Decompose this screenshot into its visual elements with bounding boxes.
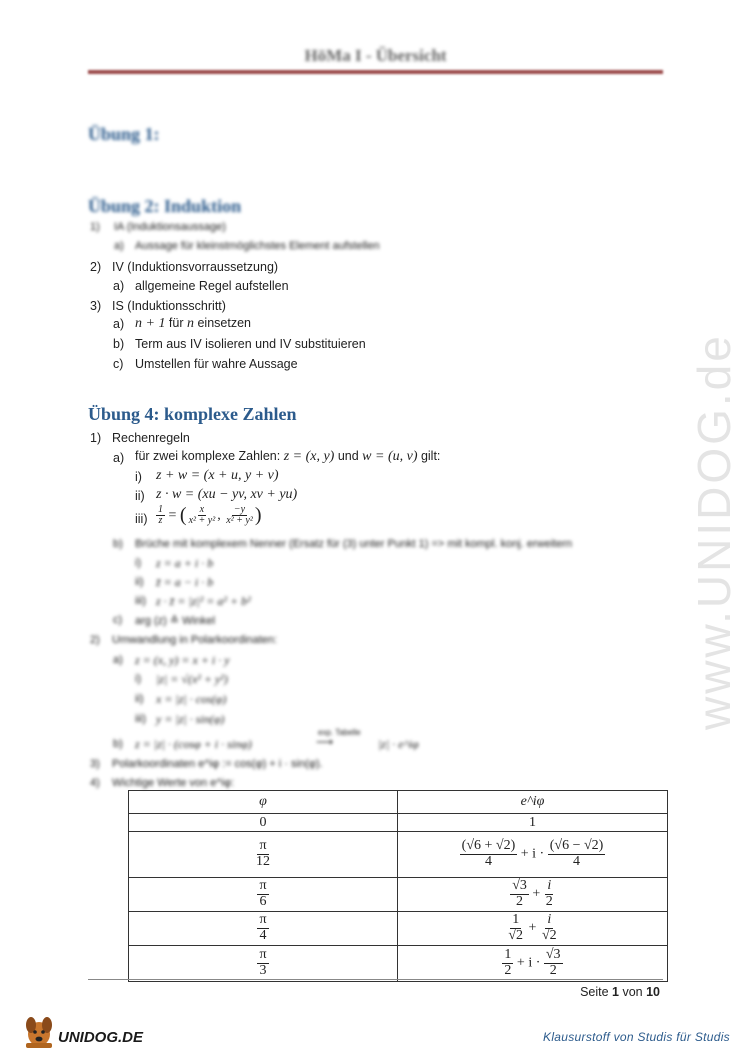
values-table [128,790,668,982]
formula: z · z̄ = |z|² = a² + b² [156,594,251,608]
table-header-row [129,791,668,814]
formula: z = (x, y) = x + i · y [135,653,230,667]
tagline: Klausurstoff von Studis für Studis [543,1030,730,1044]
list-number: c) [113,357,124,371]
list-number: 3) [90,299,102,313]
list-item-text: IS (Induktionsschritt) [112,299,226,313]
text-fragment: einsetzen [194,316,251,330]
list-number: a) [113,451,125,465]
math-w-def: w = (u, v) [362,449,418,464]
list-number: 1) [90,221,100,233]
table-row [129,814,668,832]
column-header-phi: φ [129,791,398,814]
list-number: iii) [135,512,148,526]
list-number: b) [113,538,123,550]
list-number: a) [113,279,125,293]
table-cell-phi: $\frac{\pi}{3}$ [129,946,398,982]
list-item-text: allgemeine Regel aufstellen [135,279,289,293]
table-cell-value: 1 [398,814,668,832]
formula-multiplication: z · w = (xu − yv, xv + yu) [156,487,298,502]
list-item-text: Umstellen für wahre Aussage [135,357,298,371]
arrow-icon: ⟶ [316,735,334,749]
header-rule [88,70,663,74]
table-row [129,832,668,878]
column-header-exp: e^iφ [398,791,668,814]
arrow-label: exp. Tabelle [318,728,361,737]
watermark [640,280,750,760]
fraction: $\frac{-y}{\text{x² + y²}}$ [226,503,253,526]
formula: x = |z| · cos(φ) [156,692,227,706]
table-cell-value: $\frac{1}{2}$ + i · $\frac{√3}{2}$ [398,946,668,982]
math-n-plus-1: n + 1 [135,316,166,331]
list-item-text [135,316,251,332]
text-fragment: und [334,449,363,463]
table-cell-value: $\frac{1}{√2}$ + $\frac{i}{√2}$ [398,912,668,946]
list-number: i) [135,470,142,484]
math-z-def: z = (x, y) [283,449,335,464]
table-cell-phi: $\frac{\pi}{12}$ [129,832,398,878]
list-item-text: Brüche mit komplexem Nenner (Ersatz für (3) unter Punkt 1) => mit kompl. konj. erweitern [135,538,573,550]
fraction: $\frac{1}{z}$ [158,503,163,526]
formula: |z| = √(x² + y²) [156,672,228,686]
list-number: b) [113,337,125,351]
unidog-logo [22,1012,157,1052]
list-number: c) [113,614,123,626]
math-n: n [187,316,194,331]
list-number: 2) [90,634,100,646]
list-item-text: Umwandlung in Polarkoordinaten: [112,634,278,646]
section-title-ubung1: Übung 1: [88,124,160,144]
section-title-ubung2: Übung 2: Induktion [88,196,242,216]
watermark-text: www.UNIDOG.de [688,333,740,730]
list-item-text: arg (z) ≙ Winkel [135,615,216,627]
list-number: iii) [135,713,146,725]
list-number: ii) [135,576,144,588]
list-item-text: Wichtige Werte von e^iφ: [112,777,235,789]
list-number: ii) [135,489,145,503]
list-number: i) [135,673,142,685]
table-row [129,946,668,982]
text-fragment: für zwei komplexe Zahlen: [135,449,284,463]
list-number: i) [135,557,142,569]
list-number: iii) [135,595,146,607]
list-item-text: Term aus IV isolieren und IV substituieren [135,337,366,351]
table-cell-value: $\frac{√3}{2}$ + $\frac{i}{2}$ [398,878,668,912]
formula: z = a + i · b [156,556,214,570]
dog-icon [26,1017,52,1048]
list-item-text: Polarkoordinaten e^iφ := cos(φ) + i · sin(φ). [112,758,323,770]
table-row [129,878,668,912]
list-number: a) [113,654,123,666]
list-item-text: IA (Induktionsaussage) [114,221,226,233]
list-item-text: Aussage für kleinstmöglichstes Element aufstellen [135,240,380,252]
formula-reciprocal: $\frac{1}{z}$ = ( $\frac{x}{\text{x² + y²}}$ , $\frac{-y}{\text{x² + y²}}$ ) [158,503,262,526]
logo-text: UNIDOG.DE [58,1029,144,1046]
list-number: a) [113,317,125,331]
page-number: Seite 1 von 10 [580,985,660,999]
footer-rule [88,979,663,980]
table-cell-phi: $\frac{\pi}{4}$ [129,912,398,946]
list-item-text: Rechenregeln [112,431,190,445]
text-fragment: gilt: [417,449,441,463]
table-cell-phi: $\frac{\pi}{6}$ [129,878,398,912]
list-number: 3) [90,758,100,770]
formula: z = |z| · (cosφ + i · sinφ) [135,737,252,751]
fraction: $\frac{x}{\text{x² + y²}}$ [188,503,216,526]
list-number: 1) [90,431,102,445]
list-number: 2) [90,260,102,274]
list-number: b) [113,738,123,750]
text-fragment: für [165,316,187,330]
list-item-text: IV (Induktionsvorraussetzung) [112,260,279,274]
table-row [129,912,668,946]
formula: z̄ = a − i · b [156,575,214,589]
list-number: 4) [90,777,100,789]
section-title-ubung4: Übung 4: komplexe Zahlen [88,404,297,424]
table-cell-value: $\frac{(√6 + √2)}{4}$ + i · $\frac{(√6 - √2)}{4}$ [398,832,668,878]
formula: |z| · e^iφ [378,737,419,751]
formula-addition: z + w = (x + u, y + v) [156,468,279,483]
table-cell-phi: 0 [129,814,398,832]
list-number: a) [114,240,124,252]
formula: y = |z| · sin(φ) [156,712,225,726]
list-item-text [135,449,440,465]
list-number: ii) [135,693,144,705]
page-header: HöMa I - Übersicht [304,46,447,65]
